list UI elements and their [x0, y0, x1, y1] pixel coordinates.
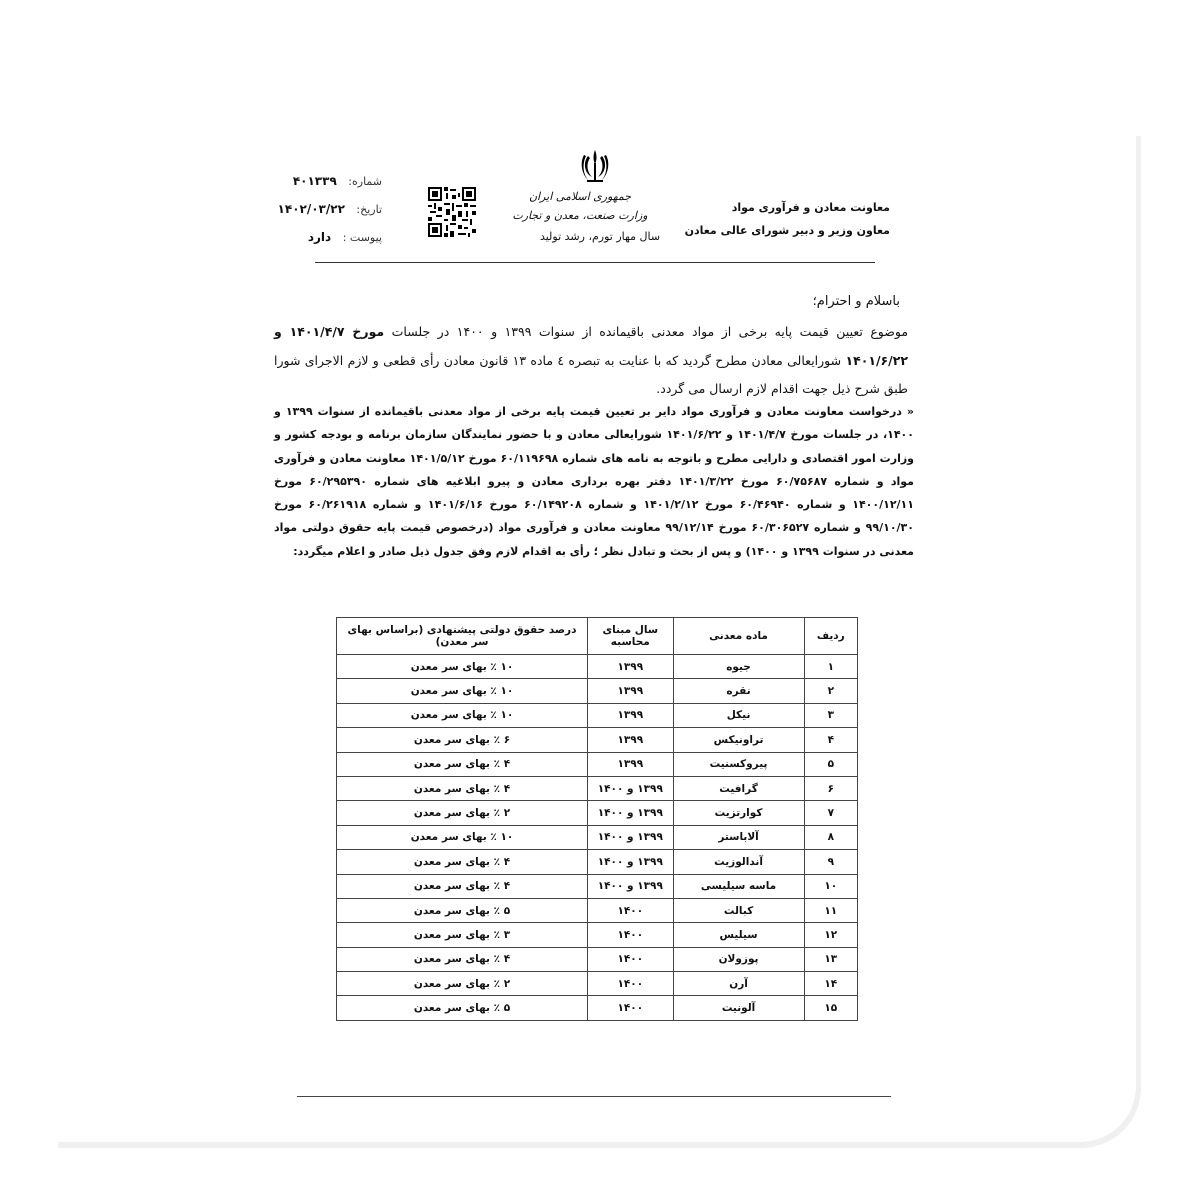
row-number: ۶: [804, 776, 857, 800]
base-year: ۱۳۹۹ و ۱۴۰۰: [588, 825, 674, 849]
table-row: [337, 947, 858, 971]
letter-attachment-value: دارد: [307, 230, 332, 244]
table-row: [337, 874, 858, 898]
header-divider: [315, 262, 875, 263]
table-row: [337, 996, 858, 1020]
mineral-name: آلاباستر: [673, 825, 804, 849]
table-row: [337, 898, 858, 922]
royalty-percent: ۴ ٪ بهای سر معدن: [337, 947, 588, 971]
base-year: ۱۳۹۹: [588, 703, 674, 727]
year-slogan: سال مهار تورم، رشد تولید: [539, 230, 661, 243]
table-row: [337, 850, 858, 874]
letter-attachment-label: پیوست :: [342, 231, 382, 244]
ministry-line-1: جمهوری اسلامی ایران: [528, 190, 632, 203]
table-row: [337, 728, 858, 752]
table-row: [337, 776, 858, 800]
row-number: ۱۰: [804, 874, 857, 898]
mineral-name: ماسه سیلیسی: [673, 874, 804, 898]
mineral-name: آندالوزیت: [673, 850, 804, 874]
base-year: ۱۳۹۹ و ۱۴۰۰: [588, 874, 674, 898]
row-number: ۱: [804, 655, 857, 679]
paragraph-part-1: موضوع تعیین قیمت پایه برخی از مواد معدنی باقیمانده از سنوات ۱۳۹۹ و ۱۴۰۰ در جلسات: [384, 324, 909, 339]
table-row: [337, 752, 858, 776]
row-number: ۵: [804, 752, 857, 776]
council-decision: « درخواست معاونت معادن و فرآوری مواد دایر بر تعیین قیمت پایه برخی از مواد معدنی باقیمانده از سنوات ۱۳۹۹ و ۱۴۰۰، در جلسات مورخ ۱۴۰۱/۴/۷ و ۱۴۰۱/۶/۲۲ شورایعالی معادن و با حضور نمایندگان سازمان برنامه و بودجه کشور و وزارت امور اقتصادی و دارایی مطرح و باتوجه به نامه های شماره ۶۰/۱۱۹۶۹۸ مورخ ۱۴۰۱/۵/۱۲ معاونت معادن و فرآوری مواد و شماره ۶۰/۷۵۶۸۷ مورخ ۱۴۰۱/۳/۲۲ دفتر بهره برداری معادن و پیرو ابلاغیه های شماره ۶۰/۲۹۵۳۹۰ مورخ ۱۴۰۰/۱۲/۱۱ و شماره ۶۰/۴۶۹۴۰ مورخ ۱۴۰۱/۲/۱۲ و شماره ۶۰/۱۴۹۲۰۸ مورخ ۱۴۰۱/۶/۱۶ و شماره ۶۰/۲۶۱۹۱۸ مورخ ۹۹/۱۰/۳۰ و شماره ۶۰/۳۰۶۵۲۷ مورخ ۹۹/۱۲/۱۴ معاونت معادن و فرآوری مواد (درخصوص قیمت پایه حقوق دولتی مواد معدنی در سنوات ۱۳۹۹ و ۱۴۰۰) و پس از بحث و تبادل نظر ؛ رأی به اقدام لازم وفق جدول ذیل صادر و اعلام میگردد:: [274, 405, 915, 558]
table-row: [337, 825, 858, 849]
mineral-name: گرافیت: [673, 776, 804, 800]
royalty-percent: ۲ ٪ بهای سر معدن: [337, 801, 588, 825]
row-number: ۹: [804, 850, 857, 874]
letter-number-value: ۴۰۱۳۳۹: [292, 174, 337, 188]
mineral-name: نقره: [673, 679, 804, 703]
mineral-name: پیروکسنیت: [673, 752, 804, 776]
royalty-percent: ۲ ٪ بهای سر معدن: [337, 972, 588, 996]
mineral-name: کوارتزیت: [673, 801, 804, 825]
mineral-name: جیوه: [673, 655, 804, 679]
base-year: ۱۴۰۰: [588, 923, 674, 947]
royalty-percent: ۱۰ ٪ بهای سر معدن: [337, 825, 588, 849]
row-number: ۲: [804, 679, 857, 703]
mineral-name: تراونیکس: [673, 728, 804, 752]
royalty-percent: ۱۰ ٪ بهای سر معدن: [337, 703, 588, 727]
salutation: باسلام و احترام؛: [812, 294, 900, 309]
royalty-percent: ۴ ٪ بهای سر معدن: [337, 752, 588, 776]
row-number: ۱۵: [804, 996, 857, 1020]
row-number: ۱۲: [804, 923, 857, 947]
base-year: ۱۳۹۹: [588, 679, 674, 703]
base-year: ۱۴۰۰: [588, 898, 674, 922]
table-row: [337, 655, 858, 679]
row-number: ۸: [804, 825, 857, 849]
letter-paragraph: [274, 318, 908, 404]
mineral-name: سیلیس: [673, 923, 804, 947]
ministry-line-2: وزارت صنعت، معدن و تجارت: [512, 209, 648, 222]
table-row: [337, 679, 858, 703]
paragraph-part-2: شورایعالی معادن مطرح گردید که با عنایت به تبصره ٤ ماده ۱۳ قانون معادن رأی قطعی و لازم الاجرای شورا طبق شرح ذیل جهت اقدام لازم ارسال می گردد.: [274, 352, 908, 396]
qr-code-icon: [428, 187, 476, 237]
base-year: ۱۳۹۹ و ۱۴۰۰: [588, 776, 674, 800]
iran-emblem-icon: [575, 146, 615, 186]
letter-date-label: تاریخ:: [356, 203, 382, 216]
row-number: ۱۱: [804, 898, 857, 922]
base-year: ۱۳۹۹: [588, 655, 674, 679]
letter-attachment: [222, 230, 382, 244]
table-row: [337, 923, 858, 947]
row-number: ۱۳: [804, 947, 857, 971]
letter-number-label: شماره:: [348, 175, 382, 188]
mineral-name: پوزولان: [673, 947, 804, 971]
royalty-percent: ۴ ٪ بهای سر معدن: [337, 874, 588, 898]
table-row: [337, 703, 858, 727]
base-year: ۱۳۹۹ و ۱۴۰۰: [588, 850, 674, 874]
table-header-row: [337, 618, 858, 655]
paragraph-dates: مورخ ۱۴۰۱/۴/۷ و ۱۴۰۱/۶/۲۲: [274, 324, 908, 368]
mineral-name: آلونیت: [673, 996, 804, 1020]
department-line-2: معاون وزیر و دبیر شورای عالی معادن: [684, 224, 890, 237]
header-royalty-percent: درصد حقوق دولتی پیشنهادی (براساس بهای سر معدن): [337, 618, 588, 655]
letter-number: [222, 174, 382, 188]
base-year: ۱۴۰۰: [588, 996, 674, 1020]
row-number: ۳: [804, 703, 857, 727]
royalty-percent: ۳ ٪ بهای سر معدن: [337, 923, 588, 947]
mineral-name: کبالت: [673, 898, 804, 922]
mineral-name: نیکل: [673, 703, 804, 727]
letter-date: [222, 202, 382, 216]
row-number: ۴: [804, 728, 857, 752]
royalty-percent: ۴ ٪ بهای سر معدن: [337, 776, 588, 800]
minerals-table: [336, 617, 858, 1021]
base-year: ۱۴۰۰: [588, 947, 674, 971]
row-number: ۱۴: [804, 972, 857, 996]
base-year: ۱۳۹۹: [588, 752, 674, 776]
letter-date-value: ۱۴۰۲/۰۳/۲۲: [277, 202, 345, 216]
base-year: ۱۳۹۹ و ۱۴۰۰: [588, 801, 674, 825]
table-row: [337, 972, 858, 996]
header-base-year: سال مبنای محاسبه: [588, 618, 674, 655]
table-row: [337, 801, 858, 825]
base-year: ۱۴۰۰: [588, 972, 674, 996]
department-line-1: معاونت معادن و فرآوری مواد: [731, 201, 890, 214]
base-year: ۱۳۹۹: [588, 728, 674, 752]
footer-divider: [297, 1096, 891, 1097]
royalty-percent: ۱۰ ٪ بهای سر معدن: [337, 655, 588, 679]
mineral-name: آرن: [673, 972, 804, 996]
royalty-percent: ۵ ٪ بهای سر معدن: [337, 996, 588, 1020]
royalty-percent: ۵ ٪ بهای سر معدن: [337, 898, 588, 922]
header-row-number: ردیف: [804, 618, 857, 655]
royalty-percent: ۴ ٪ بهای سر معدن: [337, 850, 588, 874]
royalty-percent: ۶ ٪ بهای سر معدن: [337, 728, 588, 752]
royalty-percent: ۱۰ ٪ بهای سر معدن: [337, 679, 588, 703]
header-mineral: ماده معدنی: [673, 618, 804, 655]
row-number: ۷: [804, 801, 857, 825]
